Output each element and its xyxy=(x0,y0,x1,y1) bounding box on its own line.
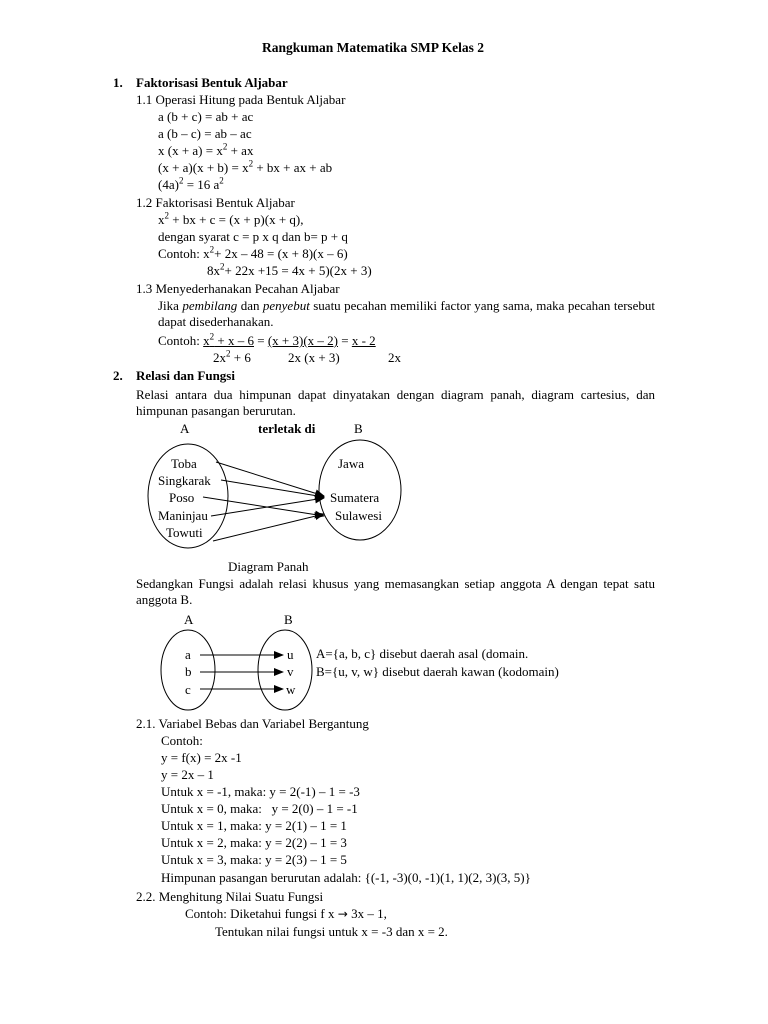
set-b-ellipse xyxy=(258,630,312,710)
set-a-item: Singkarak xyxy=(158,473,211,488)
set-a-item: b xyxy=(185,664,192,679)
fraction-denominator: 2x (x + 3) xyxy=(288,350,340,365)
arrow-line xyxy=(213,514,324,541)
set-b-item: u xyxy=(287,647,294,662)
diagram-caption: Diagram Panah xyxy=(228,559,309,574)
section-2-number: 2. xyxy=(113,368,123,383)
set-a-item: Towuti xyxy=(166,525,203,540)
subsection-2-2-heading: 2.2. Menghitung Nilai Suatu Fungsi xyxy=(136,889,324,904)
formula-line: $(4a)^2 = 16$ $a^2$ xyxy=(158,175,224,192)
set-a-label: A xyxy=(184,612,194,627)
paragraph: Relasi antara dua himpunan dapat dinyatakan dengan diagram panah, diagram cartesius, dan himpunan pasangan berurutan. xyxy=(136,387,655,418)
page-title: Rangkuman Matematika SMP Kelas 2 xyxy=(262,40,485,55)
formula-line: a (b + c) = ab + ac xyxy=(158,109,254,124)
example-line: Contoh: xyxy=(161,733,203,748)
section-1-heading: Faktorisasi Bentuk Aljabar xyxy=(136,75,288,90)
set-b-label: B xyxy=(284,612,293,627)
set-b-item: w xyxy=(286,682,296,697)
set-a-label: A xyxy=(180,421,190,436)
set-a-item: Poso xyxy=(169,490,195,505)
formula-line: $(x + a)(x + b) = x^2$ + bx + ax + ab xyxy=(158,158,333,175)
paragraph: Sedangkan Fungsi adalah relasi khusus yang memasangkan setiap anggota A dengan tepat satu anggota B. xyxy=(136,576,655,607)
set-b-item: v xyxy=(287,664,294,679)
example-line: Untuk x = 0, maka: y = 2(0) – 1 = -1 xyxy=(161,801,358,816)
set-a-item: a xyxy=(185,647,191,662)
formula-line: a (b – c) = ab – ac xyxy=(158,126,252,141)
section-1-number: 1. xyxy=(113,75,123,90)
set-b-label: B xyxy=(354,421,363,436)
set-a-ellipse xyxy=(148,444,228,548)
fraction-denominator: $2x^2 + 6$ xyxy=(213,348,251,365)
example-line: Tentukan nilai fungsi untuk x = -3 dan x = 2. xyxy=(215,924,448,939)
formula-line: dengan syarat c = p x q dan b= p + q xyxy=(158,229,348,244)
section-2-heading: Relasi dan Fungsi xyxy=(136,368,235,383)
set-a-item: Maninjau xyxy=(158,508,208,523)
arrow-right-icon: → xyxy=(337,907,348,921)
example-line: Contoh: Diketahui fungsi f x → 3x – 1, xyxy=(185,906,387,921)
set-b-ellipse xyxy=(319,440,401,540)
set-b-item: Sulawesi xyxy=(335,508,382,523)
set-a-item: c xyxy=(185,682,191,697)
codomain-note: B={u, v, w} disebut daerah kawan (kodomain) xyxy=(316,664,559,679)
example-line: Untuk x = 1, maka: y = 2(1) – 1 = 1 xyxy=(161,818,347,833)
arrow-line xyxy=(203,497,324,516)
formula-line: $8x^2+ 22x +15 = 4x + 5)(2x + 3)$ xyxy=(207,261,372,278)
paragraph: Jika pembilang dan penyebut suatu pecahan memiliki factor yang sama, maka pecahan tersebut dapat disederhanakan. xyxy=(158,298,655,329)
formula-line: $x^2$ + bx + c = (x + p)(x + q), xyxy=(158,210,304,227)
example-line: Himpunan pasangan berurutan adalah: {(-1, -3)(0, -1)(1, 1)(2, 3)(3, 5)} xyxy=(161,870,531,885)
domain-note: A={a, b, c} disebut daerah asal (domain. xyxy=(316,646,529,661)
fraction-denominator: 2x xyxy=(388,350,401,365)
example-line: Untuk x = 2, maka: y = 2(2) – 1 = 3 xyxy=(161,835,347,850)
fraction-example-numerator: Contoh: $x^2 + x - 6 = (x + 3)(x - 2) = x - 2$ xyxy=(158,331,376,348)
formula-line: Contoh: $x^2+ 2x - 48 = (x + 8)(x - 6)$ xyxy=(158,244,348,261)
set-a-ellipse xyxy=(161,630,215,710)
formula-line: x $(x + a) = x^2$ + ax xyxy=(158,141,254,158)
subsection-2-1-heading: 2.1. Variabel Bebas dan Variabel Bergantung xyxy=(136,716,369,731)
arrow-line xyxy=(221,480,324,497)
set-b-item: Sumatera xyxy=(330,490,380,505)
set-b-item: Jawa xyxy=(338,456,364,471)
arrow-line xyxy=(216,462,324,496)
example-line: y = 2x – 1 xyxy=(161,767,214,782)
set-a-item: Toba xyxy=(171,456,197,471)
example-line: y = f(x) = 2x -1 xyxy=(161,750,242,765)
subsection-1-1-heading: 1.1 Operasi Hitung pada Bentuk Aljabar xyxy=(136,92,346,107)
relation-label: terletak di xyxy=(258,421,316,436)
example-line: Untuk x = 3, maka: y = 2(3) – 1 = 5 xyxy=(161,852,347,867)
subsection-1-2-heading: 1.2 Faktorisasi Bentuk Aljabar xyxy=(136,195,295,210)
example-line: Untuk x = -1, maka: y = 2(-1) – 1 = -3 xyxy=(161,784,360,799)
subsection-1-3-heading: 1.3 Menyederhanakan Pecahan Aljabar xyxy=(136,281,340,296)
